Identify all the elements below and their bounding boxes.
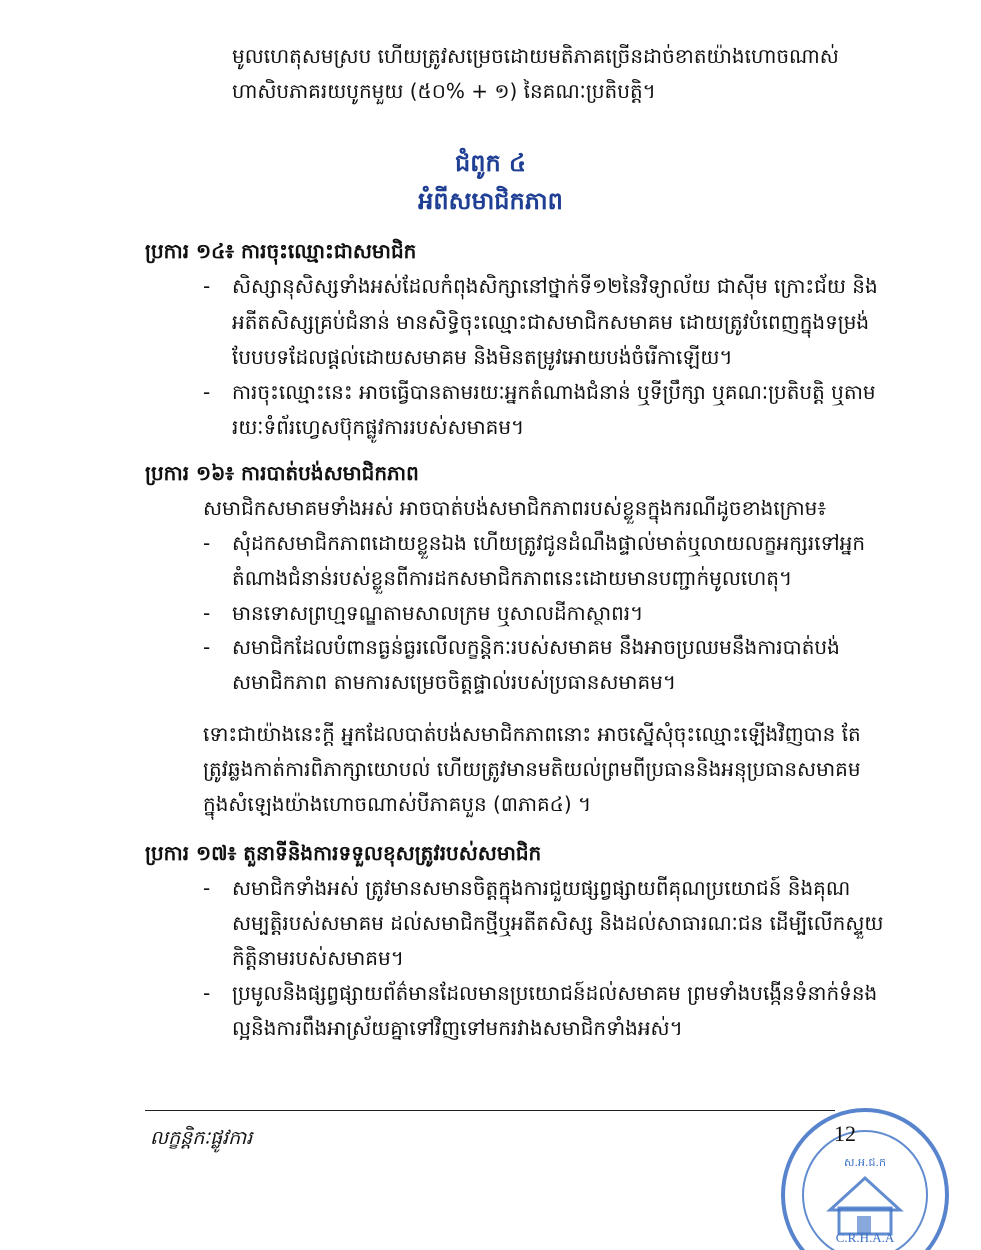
article-14-item-1-line-2: អតីតសិស្សគ្រប់ជំនាន់ មានសិទ្ធិចុះឈ្មោះជាសមាជិកសមាគម ដោយត្រូវបំពេញក្នុងទម្រង់ [232, 310, 870, 334]
article-16-item-1-line-1: សុំដកសមាជិកភាពដោយខ្លួនឯង ហើយត្រូវជូនដំណឹងផ្ទាល់មាត់ឬលាយលក្ខអក្សរទៅអ្នក [232, 531, 866, 555]
bullet-dash: - [203, 380, 211, 404]
footer-divider [145, 1110, 835, 1111]
article-17-item-1-line-3: កិត្តិនាមរបស់សមាគម។ [232, 946, 404, 970]
article-17-item-1-line-2: សម្បត្តិរបស់សមាគម ដល់សមាជិកថ្មីឬអតីតសិស្ស និងដល់សាធារណៈជន ដើម្បីលើកស្ទួយ [232, 911, 884, 935]
article-16-title: ប្រការ ១៦៖ ការបាត់បង់សមាជិកភាព [145, 461, 419, 485]
chapter-number: ជំពូក ៤ [454, 149, 527, 177]
article-14-item-1-line-1: សិស្សានុសិស្សទាំងអស់ដែលកំពុងសិក្សានៅថ្នាក់ទី១២នៃវិទ្យាល័យ ជាស៊ីម ក្រោះជ័យ និង [232, 274, 878, 298]
article-16-item-3-line-1: សមាជិកដែលបំពានធ្ងន់ធ្ងរលើលក្ខន្តិកៈរបស់សមាគម នឹងអាចប្រឈមនឹងការបាត់បង់ [232, 635, 840, 659]
stamp-center-text: C.R.H.A.A [835, 1230, 895, 1245]
article-16-note-line-1: ទោះជាយ៉ាងនេះក្តី អ្នកដែលបាត់បង់សមាជិកភាពនោះ អាចស្នើសុំចុះឈ្មោះឡើងវិញបាន តែ [203, 722, 861, 746]
stamp-top-text: ស.អ.ជ.ក [844, 1156, 886, 1169]
article-16-item-2-line-1: មានទោសព្រហ្មទណ្ឌតាមសាលក្រម ឬសាលដីកាស្ថាពរ។ [232, 601, 644, 625]
bullet-dash: - [203, 876, 211, 900]
bullet-dash: - [203, 635, 211, 659]
page-number: 12 [834, 1121, 856, 1146]
article-14-item-2-line-2: រយៈទំព័រហ្វេសប៊ុកផ្លូវការរបស់សមាគម។ [232, 415, 525, 439]
bullet-dash: - [203, 274, 211, 298]
bullet-dash: - [203, 531, 211, 555]
footer-document-title: លក្ខន្តិកៈផ្លូវការ [150, 1127, 253, 1149]
chapter-title: អំពីសមាជិកភាព [418, 187, 563, 215]
bullet-dash: - [203, 981, 211, 1005]
article-14-item-2-line-1: ការចុះឈ្មោះនេះ អាចធ្វើបានតាមរយៈអ្នកតំណាងជំនាន់ ឬទីប្រឹក្សា ឬគណៈប្រតិបត្តិ ឬតាម [232, 380, 876, 404]
bullet-dash: - [203, 601, 211, 625]
article-17-title: ប្រការ ១៧៖ តួនាទីនិងការទទួលខុសត្រូវរបស់សមាជិក [145, 841, 542, 865]
intro-line-2: ហាសិបភាគរយបូកមួយ (៥០% + ១) នៃគណៈប្រតិបត្តិ។ [232, 79, 656, 103]
article-16-intro: សមាជិកសមាគមទាំងអស់ អាចបាត់បង់សមាជិកភាពរបស់ខ្លួនក្នុងករណីដូចខាងក្រោម៖ [203, 496, 827, 520]
article-14-item-1-line-3: បែបបទដែលផ្តល់ដោយសមាគម និងមិនតម្រូវអោយបង់ចំរើកាឡើយ។ [232, 345, 733, 369]
article-17-item-2-line-2: ល្អនិងការពឹងអាស្រ័យគ្នាទៅវិញទៅមករវាងសមាជិកទាំងអស់។ [232, 1016, 683, 1040]
article-16-item-3-line-2: សមាជិកភាព តាមការសម្រេចចិត្តផ្ទាល់របស់ប្រធានសមាគម។ [232, 670, 677, 694]
intro-line-1: មូលហេតុសមស្រប ហើយត្រូវសម្រេចដោយមតិភាគច្រើនដាច់ខាតយ៉ាងហោចណាស់ [232, 44, 839, 68]
article-17-item-1-line-1: សមាជិកទាំងអស់ ត្រូវមានសមានចិត្តក្នុងការជួយផ្សព្វផ្សាយពីគុណប្រយោជន៍ និងគុណ [232, 876, 851, 900]
article-16-note-line-3: ក្នុងសំឡេងយ៉ាងហោចណាស់បីភាគបួន (៣ភាគ៤) ។ [203, 792, 592, 816]
article-16-note-line-2: ត្រូវឆ្លងកាត់ការពិភាក្សាយោបល់ ហើយត្រូវមានមតិយល់ព្រមពីប្រធាននិងអនុប្រធានសមាគម [203, 757, 861, 781]
association-stamp [775, 1100, 955, 1250]
article-14-title: ប្រការ ១៤៖ ការចុះឈ្មោះជាសមាជិក [145, 239, 417, 263]
article-17-item-2-line-1: ប្រមូលនិងផ្សព្វផ្សាយព័ត៌មានដែលមានប្រយោជន៍ដល់សមាគម ព្រមទាំងបង្កើនទំនាក់ទំនង [232, 981, 878, 1005]
article-16-item-1-line-2: តំណាងជំនាន់របស់ខ្លួនពីការដកសមាជិកភាពនេះដោយមានបញ្ជាក់មូលហេតុ។ [232, 566, 793, 590]
